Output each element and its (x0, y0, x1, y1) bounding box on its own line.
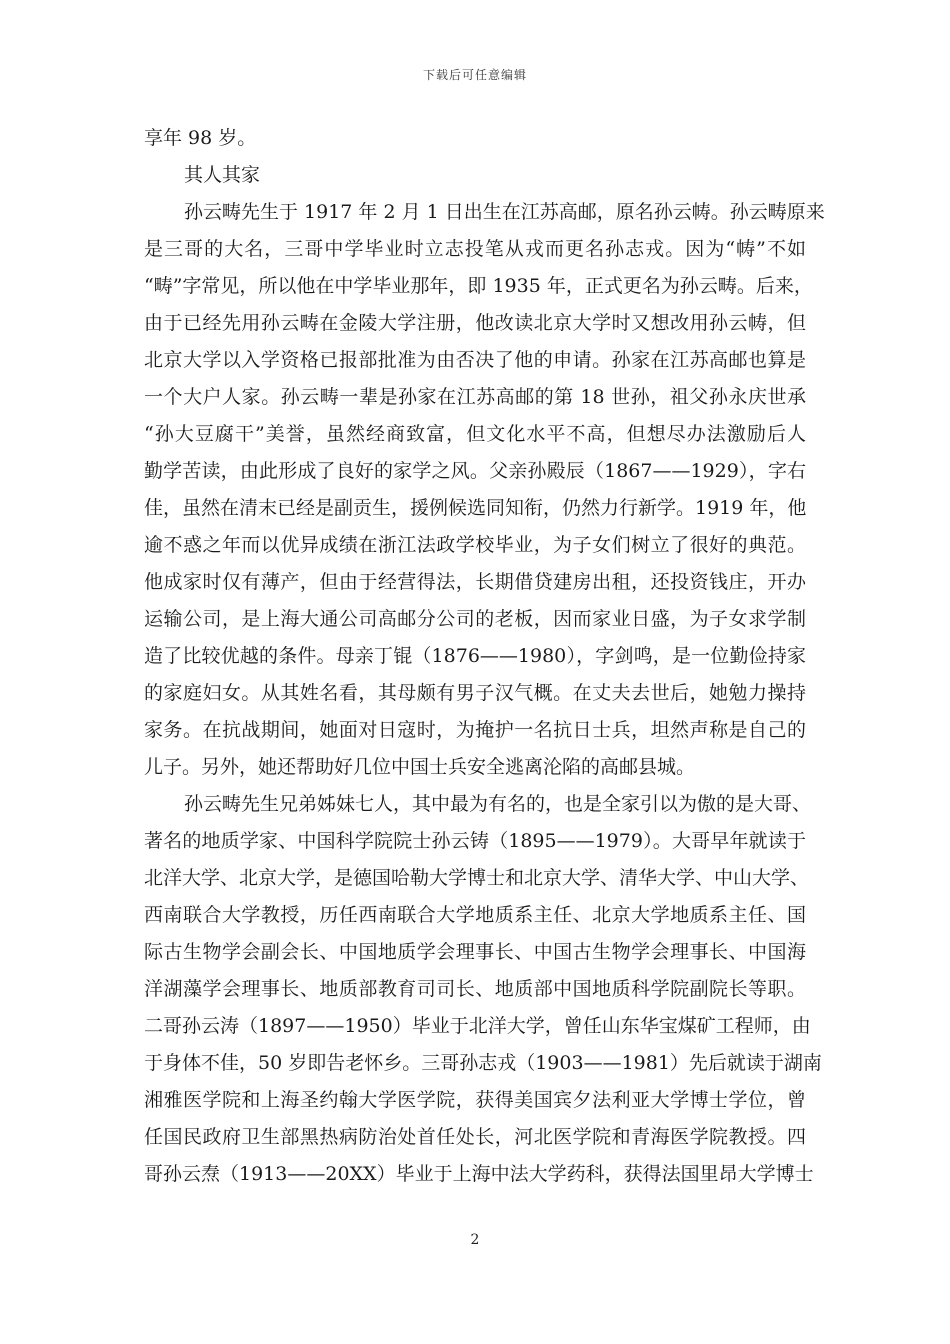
text-line: “孙大豆腐干”美誉，虽然经商致富，但文化水平不高，但想尽办法激励后人 (144, 423, 806, 445)
text-line: 孙云畴先生于 1917 年 2 月 1 日出生在江苏高邮，原名孙云帱。孙云畴原来 (184, 201, 825, 223)
text-line: 际古生物学会副会长、中国地质学会理事长、中国古生物学会理事长、中国海 (144, 941, 806, 963)
page-header: 下载后可任意编辑 (422, 68, 527, 82)
text-line: 北洋大学、北京大学，是德国哈勒大学博士和北京大学、清华大学、中山大学、 (144, 867, 810, 889)
text-line: 由于已经先用孙云畴在金陵大学注册，他改读北京大学时又想改用孙云帱，但 (144, 312, 806, 334)
text-line: 享年 98 岁。 (144, 127, 257, 149)
text-line: 一个大户人家。孙云畴一辈是孙家在江苏高邮的第 18 世孙，祖父孙永庆世承 (144, 386, 806, 408)
text-line: 二哥孙云涛（1897——1950）毕业于北洋大学，曾任山东华宝煤矿工程师，由 (144, 1015, 811, 1037)
text-line: “畴”字常见，所以他在中学毕业那年，即 1935 年，正式更名为孙云畴。后来， (144, 275, 813, 297)
page-number: 2 (470, 1232, 480, 1248)
text-line: 逾不惑之年而以优异成绩在浙江法政学校毕业，为子女们树立了很好的典范。 (144, 534, 806, 556)
text-line: 北京大学以入学资格已报部批准为由否决了他的申请。孙家在江苏高邮也算是 (144, 349, 806, 371)
text-line: 孙云畴先生兄弟姊妹七人，其中最为有名的，也是全家引以为傲的是大哥、 (184, 793, 812, 815)
document-body (144, 124, 825, 1197)
text-line: 家务。在抗战期间，她面对日寇时，为掩护一名抗日士兵，坦然声称是自己的 (144, 719, 806, 741)
text-line: 湘雅医学院和上海圣约翰大学医学院，获得美国宾夕法利亚大学博士学位，曾 (144, 1089, 806, 1111)
section-heading: 其人其家 (184, 164, 261, 186)
text-line: 于身体不佳，50 岁即告老怀乡。三哥孙志戎（1903——1981）先后就读于湖南 (144, 1052, 822, 1074)
text-line: 洋湖藻学会理事长、地质部教育司司长、地质部中国地质科学院副院长等职。 (144, 978, 806, 1000)
text-line: 儿子。另外，她还帮助好几位中国士兵安全逃离沦陷的高邮县城。 (144, 756, 696, 778)
text-line: 任国民政府卫生部黑热病防治处首任处长，河北医学院和青海医学院教授。四 (144, 1126, 806, 1148)
text-line: 的家庭妇女。从其姓名看，其母颇有男子汉气概。在丈夫去世后，她勉力操持 (144, 682, 806, 704)
text-line: 哥孙云焘（1913——20XX）毕业于上海中法大学药科，获得法国里昂大学博士 (144, 1163, 814, 1185)
text-line: 运输公司，是上海大通公司高邮分公司的老板，因而家业日盛，为子女求学制 (144, 608, 806, 630)
text-line: 他成家时仅有薄产，但由于经营得法，长期借贷建房出租，还投资钱庄，开办 (144, 571, 806, 593)
text-line: 佳，虽然在清末已经是副贡生，援例候选同知衔，仍然力行新学。1919 年，他 (144, 497, 807, 519)
text-line: 勤学苦读，由此形成了良好的家学之风。父亲孙殿辰（1867——1929），字右 (144, 460, 806, 482)
text-line: 造了比较优越的条件。母亲丁锟（1876——1980），字剑鸣，是一位勤俭持家 (144, 645, 806, 667)
text-line: 是三哥的大名，三哥中学毕业时立志投笔从戎而更名孙志戎。因为“帱”不如 (144, 238, 806, 260)
text-line: 西南联合大学教授，历任西南联合大学地质系主任、北京大学地质系主任、国 (144, 904, 806, 926)
text-line: 著名的地质学家、中国科学院院士孙云铸（1895——1979）。大哥早年就读于 (144, 830, 806, 852)
